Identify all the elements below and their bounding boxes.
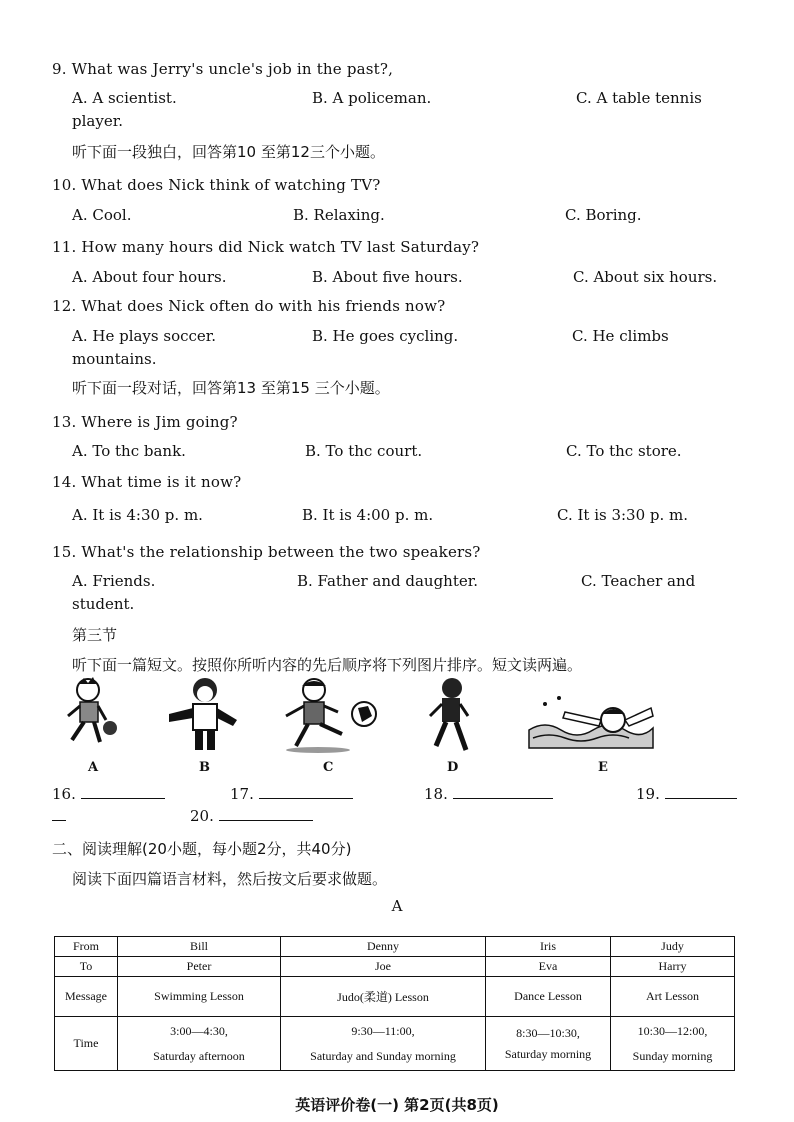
question-12-option-c-cont: mountains.: [72, 350, 157, 368]
question-9-stem: 9. What was Jerry's uncle's job in the past?,: [52, 60, 394, 78]
table-cell: Joe: [281, 957, 486, 977]
picture-label-d: D: [447, 760, 459, 775]
time-range: 10:30—12:00,: [637, 1023, 708, 1038]
question-10-option-a: A. Cool.: [72, 206, 132, 224]
table-cell: Dance Lesson: [486, 977, 611, 1017]
question-14-option-c: C. It is 3:30 p. m.: [557, 506, 689, 524]
picture-label-a: A: [88, 760, 99, 775]
table-cell: Judo(柔道) Lesson: [281, 977, 486, 1017]
time-day: Saturday afternoon: [153, 1048, 245, 1063]
question-11-option-b: B. About five hours.: [312, 268, 463, 286]
question-14-option-b: B. It is 4:00 p. m.: [302, 506, 434, 524]
picture-b-martial-arts-boy: [165, 676, 240, 756]
instruction-13-15: 听下面一段对话，回答第13 至第15 三个小题。: [72, 379, 390, 397]
row-header-message: Message: [55, 977, 118, 1017]
question-15-option-c: C. Teacher and: [581, 572, 696, 590]
question-12-option-c: C. He climbs: [572, 327, 669, 345]
blank-number: 18.: [424, 785, 448, 803]
question-10-option-c: C. Boring.: [565, 206, 642, 224]
question-9-option-b: B. A policeman.: [312, 89, 432, 107]
table-cell: Harry: [611, 957, 735, 977]
question-9-option-c: C. A table tennis: [576, 89, 702, 107]
question-13-option-b: B. To thc court.: [305, 442, 423, 460]
blank-number: 19.: [636, 785, 660, 803]
picture-e-swimming-boy: [525, 690, 657, 750]
table-row-to: [55, 957, 735, 977]
part-2-title: 二、阅读理解(20小题，每小题2分，共40分): [52, 840, 352, 858]
picture-label-c: C: [323, 760, 334, 775]
question-15-option-a: A. Friends.: [72, 572, 156, 590]
answer-blank-20[interactable]: [190, 806, 313, 825]
question-10-stem: 10. What does Nick think of watching TV?: [52, 176, 381, 194]
blank-number: 17.: [230, 785, 254, 803]
picture-c-soccer-boy: [278, 676, 378, 756]
time-day: Sunday morning: [632, 1048, 713, 1063]
question-13-option-c: C. To thc store.: [566, 442, 682, 460]
question-13-option-a: A. To thc bank.: [72, 442, 186, 460]
question-9-option-c-cont: player.: [72, 112, 123, 130]
question-11-stem: 11. How many hours did Nick watch TV last Saturday?: [52, 238, 480, 256]
lesson-table: [54, 936, 735, 1071]
blank-19-continuation: [52, 820, 66, 821]
answer-blank-17[interactable]: [230, 784, 353, 803]
section-3-title: 第三节: [72, 626, 118, 644]
row-header-to: To: [55, 957, 118, 977]
table-cell: Judy: [611, 937, 735, 957]
time-range: 3:00—4:30,: [170, 1023, 228, 1038]
question-14-option-a: A. It is 4:30 p. m.: [72, 506, 203, 524]
question-9-option-a: A. A scientist.: [72, 89, 177, 107]
table-row-time: [55, 1017, 735, 1071]
picture-label-b: B: [199, 760, 210, 775]
table-cell: [281, 1017, 486, 1071]
answer-blank-16[interactable]: [52, 784, 165, 803]
table-row-message: [55, 977, 735, 1017]
question-10-option-b: B. Relaxing.: [293, 206, 385, 224]
picture-label-e: E: [598, 760, 608, 775]
time-day: Saturday and Sunday morning: [310, 1048, 456, 1063]
row-header-from: From: [55, 937, 118, 957]
row-header-time: Time: [55, 1017, 118, 1071]
question-15-option-b: B. Father and daughter.: [297, 572, 479, 590]
question-14-stem: 14. What time is it now?: [52, 473, 242, 491]
table-cell: [611, 1017, 735, 1071]
question-12-option-a: A. He plays soccer.: [72, 327, 217, 345]
part-2-instruction: 阅读下面四篇语言材料，然后按文后要求做题。: [72, 870, 388, 888]
table-cell: [486, 1017, 611, 1071]
table-cell: Bill: [118, 937, 281, 957]
table-cell: Eva: [486, 957, 611, 977]
table-cell: Denny: [281, 937, 486, 957]
question-12-stem: 12. What does Nick often do with his friends now?: [52, 297, 446, 315]
table-cell: Swimming Lesson: [118, 977, 281, 1017]
time-range: 8:30—10:30,: [516, 1025, 580, 1040]
table-cell: Peter: [118, 957, 281, 977]
section-a-label: A: [391, 897, 403, 915]
table-cell: Art Lesson: [611, 977, 735, 1017]
question-15-option-c-cont: student.: [72, 595, 135, 613]
instruction-10-12: 听下面一段独白，回答第10 至第12三个小题。: [72, 143, 385, 161]
question-13-stem: 13. Where is Jim going?: [52, 413, 238, 431]
table-cell: Iris: [486, 937, 611, 957]
answer-blank-19[interactable]: [636, 784, 737, 803]
question-15-stem: 15. What's the relationship between the two speakers?: [52, 543, 481, 561]
section-3-instruction: 听下面一篇短文。按照你所听内容的先后顺序将下列图片排序。短文读两遍。: [72, 656, 583, 674]
time-range: 9:30—11:00,: [351, 1023, 415, 1038]
blank-number: 20.: [190, 807, 214, 825]
answer-blank-18[interactable]: [424, 784, 553, 803]
question-11-option-a: A. About four hours.: [72, 268, 227, 286]
page-footer: 英语评价卷(一) 第2页(共8页): [295, 1096, 499, 1114]
table-row-from: [55, 937, 735, 957]
picture-a-basketball-boy: [58, 676, 128, 756]
blank-number: 16.: [52, 785, 76, 803]
question-11-option-c: C. About six hours.: [573, 268, 718, 286]
question-12-option-b: B. He goes cycling.: [312, 327, 459, 345]
table-cell: [118, 1017, 281, 1071]
time-day: Saturday morning: [504, 1046, 592, 1061]
picture-d-running-boy: [424, 676, 474, 756]
